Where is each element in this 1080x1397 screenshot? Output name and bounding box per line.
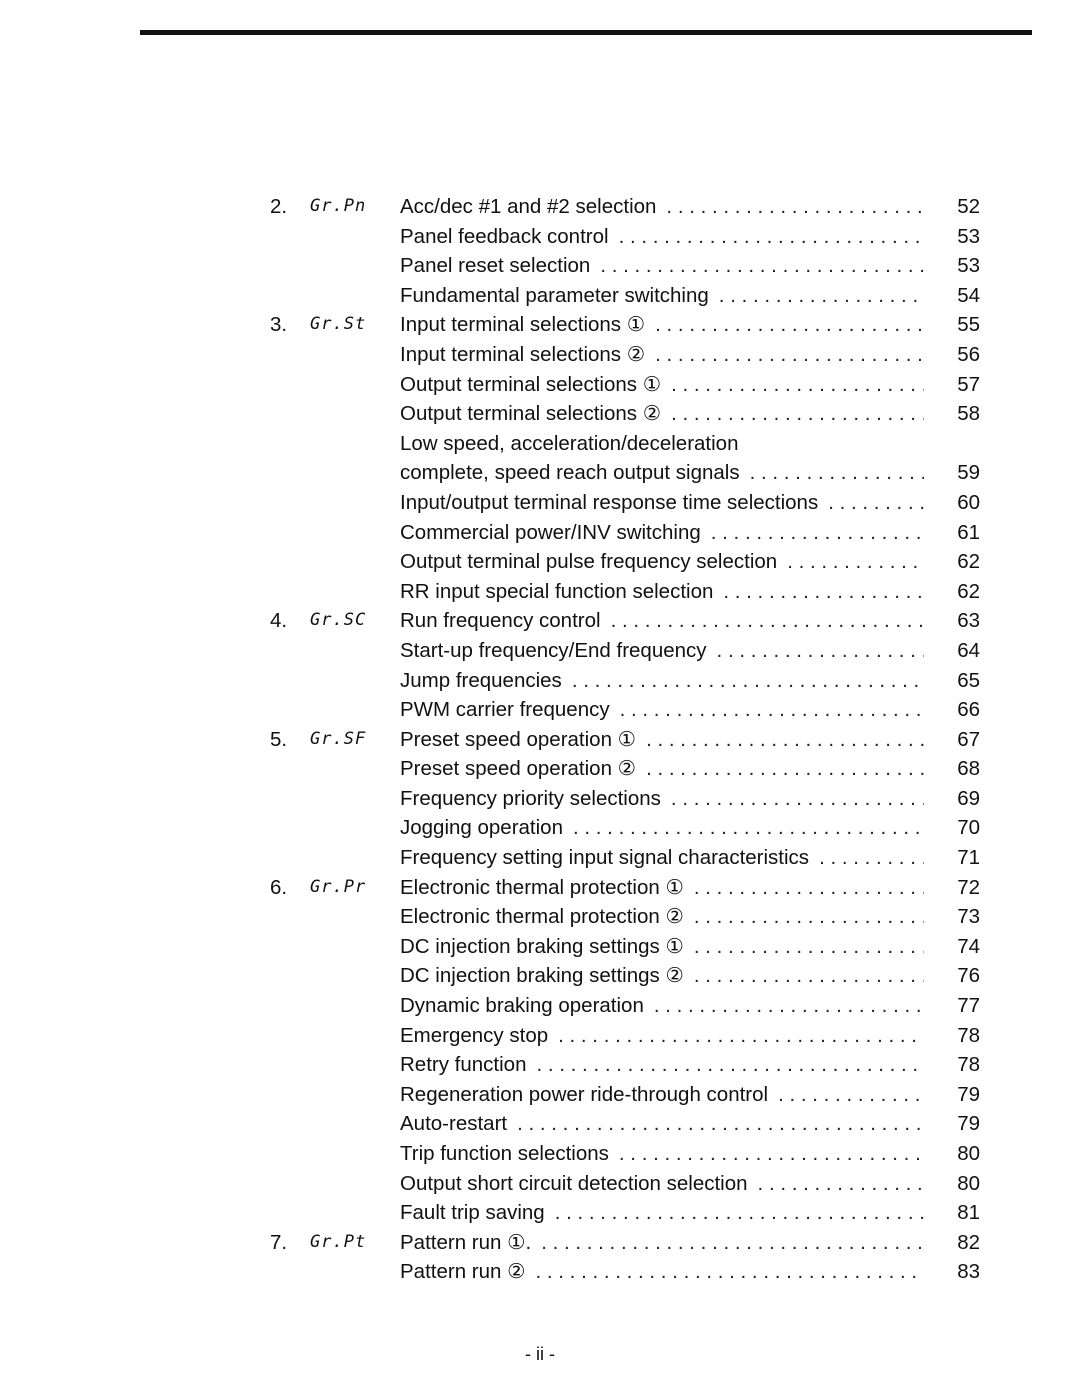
page-ref: 52 — [957, 195, 980, 218]
entry-title: Emergency stop — [400, 1023, 549, 1047]
toc-row — [262, 843, 982, 873]
toc-entry — [400, 251, 924, 281]
page-ref: 68 — [957, 757, 980, 781]
section-number: 7. — [270, 1230, 288, 1254]
section-number: 6. — [270, 875, 288, 899]
toc-entry — [400, 784, 924, 814]
toc-entry — [400, 725, 924, 755]
toc-entry — [400, 695, 924, 725]
dot-leader — [620, 695, 924, 725]
page-ref: 83 — [957, 1260, 980, 1284]
group-code: Gr.SF — [310, 728, 367, 749]
toc-row — [262, 813, 982, 843]
page-ref: 81 — [957, 1201, 980, 1225]
page-ref: 60 — [957, 490, 980, 514]
group-code: Gr.SC — [310, 610, 367, 631]
page-ref: 62 — [957, 579, 980, 603]
entry-title: Panel feedback control — [400, 224, 609, 248]
toc-row — [262, 251, 982, 281]
dot-leader — [694, 961, 924, 991]
group-code: Gr.Pt — [310, 1231, 367, 1252]
toc-row — [262, 1257, 982, 1287]
toc-row — [262, 310, 982, 340]
section-number: 2. — [270, 195, 288, 218]
dot-leader — [536, 1050, 924, 1080]
page-ref: 78 — [957, 1053, 980, 1077]
page-ref: 58 — [957, 402, 980, 426]
entry-title: Auto-restart — [400, 1112, 508, 1136]
dot-leader — [671, 399, 924, 429]
entry-title: Fundamental parameter switching — [400, 283, 709, 307]
page-ref: 61 — [957, 520, 980, 544]
toc-row — [262, 636, 982, 666]
entry-title: Jogging operation — [400, 816, 563, 840]
toc-row — [262, 577, 982, 607]
toc-entry — [400, 222, 924, 252]
toc-entry — [400, 754, 924, 784]
entry-title: Input/output terminal response time selections — [400, 490, 819, 514]
dot-leader — [619, 222, 924, 252]
entry-title: Output short circuit detection selection — [400, 1171, 748, 1195]
toc-entry — [400, 340, 924, 370]
entry-title: Acc/dec #1 and #2 selection — [400, 195, 657, 218]
toc-entry — [400, 902, 924, 932]
dot-leader — [517, 1109, 924, 1139]
toc-entry — [400, 606, 924, 636]
toc-entry — [400, 399, 924, 429]
entry-title: Jump frequencies — [400, 668, 562, 692]
toc-row — [262, 606, 982, 636]
toc-row — [262, 754, 982, 784]
toc-row — [262, 281, 982, 311]
toc-row — [262, 488, 982, 518]
toc-row — [262, 932, 982, 962]
page-ref: 70 — [957, 816, 980, 840]
page-ref: 64 — [957, 638, 980, 662]
page-ref: 59 — [957, 461, 980, 485]
entry-title: complete, speed reach output signals — [400, 461, 740, 485]
toc-row — [262, 340, 982, 370]
entry-title: Electronic thermal protection ② — [400, 905, 684, 929]
section-number: 5. — [270, 727, 288, 751]
toc-entry — [400, 873, 924, 903]
dot-leader — [694, 932, 924, 962]
toc-entry — [400, 429, 924, 459]
group-code: Gr.Pn — [310, 196, 367, 216]
entry-title: Retry function — [400, 1053, 527, 1077]
dot-leader — [646, 754, 924, 784]
toc-entry — [400, 192, 924, 222]
entry-title: Preset speed operation ② — [400, 757, 637, 781]
page-ref: 71 — [957, 846, 980, 870]
page-ref: 72 — [957, 875, 980, 899]
toc-row — [262, 458, 982, 488]
page-ref: 76 — [957, 964, 980, 988]
toc-entry — [400, 370, 924, 400]
toc-row — [262, 666, 982, 696]
toc-row — [262, 991, 982, 1021]
toc-entry — [400, 488, 924, 518]
toc-entry — [400, 1080, 924, 1110]
toc-row — [262, 784, 982, 814]
entry-title: Panel reset selection — [400, 254, 591, 278]
page-ref: 62 — [957, 550, 980, 574]
dot-leader — [694, 902, 924, 932]
dot-leader — [611, 606, 924, 636]
section-number: 4. — [270, 609, 288, 633]
group-code: Gr.Pr — [310, 876, 367, 897]
page-ref: 73 — [957, 905, 980, 929]
dot-leader — [646, 725, 924, 755]
toc-entry — [400, 932, 924, 962]
page-ref: 74 — [957, 934, 980, 958]
toc-row — [262, 725, 982, 755]
entry-title: Input terminal selections ① — [400, 313, 646, 337]
dot-leader — [828, 488, 924, 518]
dot-leader — [619, 1139, 924, 1169]
dot-leader — [654, 991, 924, 1021]
entry-title: Fault trip saving — [400, 1201, 545, 1225]
table-of-contents — [262, 192, 982, 1287]
entry-title: Preset speed operation ① — [400, 727, 637, 751]
dot-leader — [694, 873, 924, 903]
toc-entry — [400, 518, 924, 548]
toc-entry — [400, 991, 924, 1021]
dot-leader — [600, 251, 924, 281]
toc-entry — [400, 1257, 924, 1287]
toc-row — [262, 518, 982, 548]
entry-title: Commercial power/INV switching — [400, 520, 701, 544]
toc-row — [262, 547, 982, 577]
dot-leader — [541, 1228, 924, 1258]
dot-leader — [778, 1080, 924, 1110]
dot-leader — [655, 340, 924, 370]
dot-leader — [819, 843, 924, 873]
toc-entry — [400, 1050, 924, 1080]
toc-row — [262, 1198, 982, 1228]
toc-entry — [400, 547, 924, 577]
entry-title: Run frequency control — [400, 609, 601, 633]
toc-row — [262, 1050, 982, 1080]
dot-leader — [671, 370, 924, 400]
page-ref: 80 — [957, 1171, 980, 1195]
page-number: - ii - — [525, 1344, 555, 1364]
dot-leader — [572, 666, 924, 696]
page-ref: 78 — [957, 1023, 980, 1047]
entry-title: Output terminal selections ① — [400, 372, 662, 396]
dot-leader — [717, 636, 924, 666]
toc-entry — [400, 458, 924, 488]
toc-row — [262, 1021, 982, 1051]
dot-leader — [758, 1169, 924, 1199]
toc-entry — [400, 666, 924, 696]
toc-entry — [400, 1139, 924, 1169]
page-ref: 79 — [957, 1112, 980, 1136]
toc-entry — [400, 310, 924, 340]
toc-entry — [400, 1228, 924, 1258]
dot-leader — [555, 1198, 924, 1228]
entry-title: Frequency setting input signal characteristics — [400, 846, 810, 870]
toc-entry — [400, 1021, 924, 1051]
entry-title: Output terminal selections ② — [400, 402, 662, 426]
entry-title: Input terminal selections ② — [400, 342, 646, 366]
toc-row — [262, 1169, 982, 1199]
toc-entry — [400, 1109, 924, 1139]
toc-row — [262, 695, 982, 725]
dot-leader — [573, 813, 924, 843]
page-ref: 53 — [957, 254, 980, 278]
toc-row — [262, 902, 982, 932]
page-ref: 55 — [957, 313, 980, 337]
toc-entry — [400, 1198, 924, 1228]
toc-row — [262, 961, 982, 991]
page-ref: 69 — [957, 786, 980, 810]
entry-title: Dynamic braking operation — [400, 994, 644, 1018]
page-ref: 63 — [957, 609, 980, 633]
entry-title: Electronic thermal protection ① — [400, 875, 684, 899]
toc-entry — [400, 577, 924, 607]
entry-title: Pattern run ② — [400, 1260, 526, 1284]
section-number: 3. — [270, 313, 288, 337]
dot-leader — [750, 458, 924, 488]
page-ref: 56 — [957, 342, 980, 366]
toc-entry — [400, 636, 924, 666]
page-ref: 79 — [957, 1082, 980, 1106]
dot-leader — [787, 547, 924, 577]
dot-leader — [558, 1021, 924, 1051]
toc-row — [262, 873, 982, 903]
toc-entry — [400, 813, 924, 843]
toc-entry — [400, 843, 924, 873]
page-ref: 66 — [957, 698, 980, 722]
entry-title: Low speed, acceleration/deceleration — [400, 431, 739, 455]
dot-leader — [655, 310, 924, 340]
toc-row — [262, 1109, 982, 1139]
entry-title: DC injection braking settings ① — [400, 934, 684, 958]
page-ref: 57 — [957, 372, 980, 396]
page-ref: 65 — [957, 668, 980, 692]
entry-title: DC injection braking settings ② — [400, 964, 684, 988]
dot-leader — [671, 784, 924, 814]
page-ref: 53 — [957, 224, 980, 248]
entry-title: RR input special function selection — [400, 579, 714, 603]
group-code: Gr.St — [310, 314, 367, 335]
page-ref: 82 — [957, 1230, 980, 1254]
toc-row — [262, 429, 982, 459]
dot-leader — [711, 518, 924, 548]
top-rule — [140, 30, 1032, 35]
entry-title: Output terminal pulse frequency selection — [400, 550, 778, 574]
dot-leader — [666, 192, 924, 222]
toc-entry — [400, 961, 924, 991]
toc-row — [262, 1080, 982, 1110]
entry-title: Start-up frequency/End frequency — [400, 638, 707, 662]
toc-entry — [400, 1169, 924, 1199]
entry-title: Regeneration power ride-through control — [400, 1082, 769, 1106]
page-ref: 77 — [957, 994, 980, 1018]
toc-row — [262, 1139, 982, 1169]
page-ref: 54 — [957, 283, 980, 307]
toc-entry — [400, 281, 924, 311]
dot-leader — [719, 281, 924, 311]
toc-row — [262, 399, 982, 429]
entry-title: Frequency priority selections — [400, 786, 661, 810]
entry-title: Pattern run ①. — [400, 1230, 532, 1254]
dot-leader — [536, 1257, 925, 1287]
dot-leader — [723, 577, 924, 607]
toc-row — [262, 1228, 982, 1258]
toc-row — [262, 370, 982, 400]
page-ref: 80 — [957, 1142, 980, 1165]
toc-row — [262, 222, 982, 252]
entry-title: Trip function selections — [400, 1142, 609, 1165]
toc-row — [262, 192, 982, 222]
page-ref: 67 — [957, 727, 980, 751]
entry-title: PWM carrier frequency — [400, 698, 610, 722]
